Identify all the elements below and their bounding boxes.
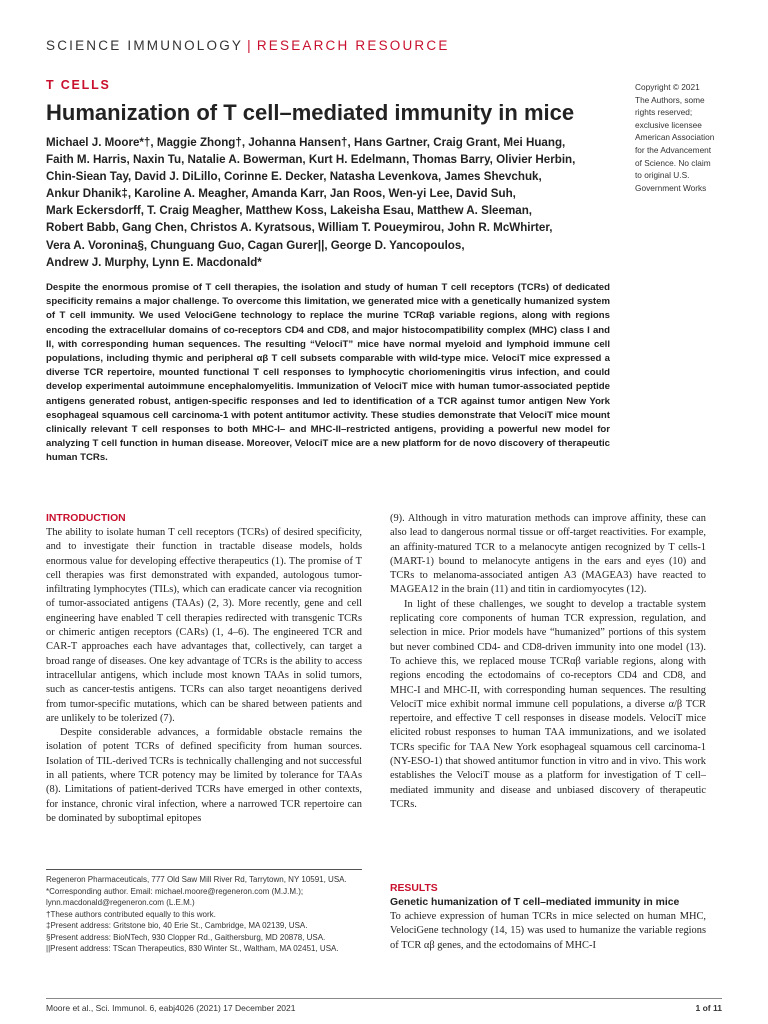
intro-paragraph: Despite considerable advances, a formidable obstacle remains the isolation of potent TCRs of defined specificity from human sources. Isolation of TIL-derived TCRs is technically challenging and not successful in all patients, where TCR potency may be limited by tolerance for TAAs (8). Limitations of patient-derived TCRs have emerged in other contexts, for instance, chronic viral infection, where a narrowed TCR repertoire can be dominated by suboptimal epitopes [46, 727, 362, 824]
intro-paragraph: In light of these challenges, we sought to develop a tractable system replicating core components of human TCR expression, regulation, and selection in mice. Prior models have “humanized” portions of this system but never combined CD4- and CD8-driven immunity into one model (13). To achieve this, we replaced mouse TCRαβ variable regions, along with regions encoding the ectodomains of co-receptors CD4 and CD8, and MHC-I and MHC-II, with corresponding human sequences. The resulting VelociT mice exhibit normal immune cell populations, a diverse α/β TCR repertoire, and effective T cell responses in disease models. VelociT mice elicited robust responses to human TAA immunizations, and we isolated TCRs specific for TAA New York esophageal squamous cell carcinoma-1 (NY-ESO-1) that showed antitumor function in vitro and in vivo. This work establishes the VelociT mouse as a platform for investigation of T cell–mediated immunity and disease and unbiased discovery of therapeutic TCRs. [390, 598, 706, 810]
author-line: Robert Babb, Gang Chen, Christos A. Kyratsous, William T. Poueymirou, John R. McWhirter, [46, 221, 553, 235]
author-line: Vera A. Voronina§, Chunguang Guo, Cagan Gurer||, George D. Yancopoulos, [46, 238, 465, 252]
article-title: Humanization of T cell–mediated immunity in mice [46, 100, 575, 125]
journal-name: SCIENCE IMMUNOLOGY [46, 38, 244, 53]
article-section: RESEARCH RESOURCE [256, 38, 450, 53]
affiliation-line: †These authors contributed equally to this work. [46, 909, 216, 919]
results-section [390, 882, 706, 953]
footer-citation: Moore et al., Sci. Immunol. 6, eabj4026 (2021) 17 December 2021 [46, 1003, 296, 1013]
copyright-notice [635, 81, 745, 194]
affiliations [46, 874, 362, 955]
author-list [46, 134, 606, 271]
page-number: 1 of 11 [695, 1003, 722, 1013]
abstract: Despite the enormous promise of T cell therapies, the isolation and study of human T cell receptors (TCRs) of dedicated specificity remains a major challenge. To overcome this limitation, we generated mice with a genetically humanized system of T cell immunity. We used VelociGene technology to replace the murine TCRαβ variable regions, along with regions encoding the extracellular domains of co-receptors CD4 and CD8, and major histocompatibility complex (MHC) class I and II, with corresponding human sequences. The resulting “VelociT” mice have normal myeloid and lymphoid immune cell populations, including thymic and peripheral αβ T cell subsets comparable with wild-type mice. VelociT mice expressed a diverse TCR repertoire, mounted functional T cell responses to lymphocytic choriomeningitis virus infection, and could develop experimental autoimmune encephalomyelitis. Immunization of VelociT mice with human tumor-associated peptide antigens generated robust, antigen-specific responses and led to identification of a TCR against tumor antigen New York esophageal squamous cell carcinoma-1 with potent antitumor activity. These studies demonstrate that VelociT mice mount clinically relevant T cell responses to both MHC-I– and MHC-II–restricted antigens, providing a powerful new model for analyzing T cell function in human disease. Moreover, VelociT mice are a new platform for de novo discovery of therapeutic human TCRs. [46, 282, 610, 464]
left-column [46, 512, 362, 826]
affiliation-line: §Present address: BioNTech, 930 Clopper Rd., Gaithersburg, MD 20878, USA. [46, 932, 326, 942]
affiliation-divider [46, 869, 362, 870]
corresponding-author: *Corresponding author. Email: michael.moore@regeneron.com (M.J.M.); lynn.macdonald@regeneron.com (L.E.M.) [46, 886, 304, 907]
journal-header [46, 38, 450, 53]
header-separator: | [247, 38, 253, 53]
copyright-line: Government Works [635, 182, 707, 193]
copyright-line: rights reserved; [635, 107, 693, 118]
affiliation-line: ||Present address: TScan Therapeutics, 830 Winter St., Waltham, MA 02451, USA. [46, 944, 339, 953]
author-line: Ankur Dhanik‡, Karoline A. Meagher, Amanda Karr, Jan Roos, Wen-yi Lee, David Suh, [46, 187, 516, 201]
author-line: Faith M. Harris, Naxin Tu, Natalie A. Bowerman, Kurt H. Edelmann, Thomas Barry, Olivier Herbin, [46, 153, 576, 167]
introduction-heading: INTRODUCTION [46, 513, 126, 524]
copyright-line: The Authors, some [635, 94, 705, 105]
copyright-line: to original U.S. [635, 170, 690, 181]
intro-paragraph: The ability to isolate human T cell receptors (TCRs) of desired specificity, and to investigate their function in tractable disease models, holds enormous value for developing effective therapeutics (1). The promise of T cell therapies was first demonstrated with expanded, autologous tumor-infiltrating lymphocytes (TILs), which can eradicate cancer via recognition of tumor-associated antigens (TAAs) (2, 3). More recently, gene and cell engineering have enabled T cell therapies redirected with transgenic TCRs or chimeric antigen receptors (CARs) (1, 4–6). The engineered TCR and CAR-T approaches each have advantages that, collectively, can target a broad range of diseases. One key advantage of TCRs is the ability to access intracellular antigens, which include most known TAAs in solid tumors, such as cancer-testis antigens. TCRs can also target neoantigens derived from tumor-specific mutations, which can be shared between patients and are unlikely to be tolerized (7). [46, 527, 362, 724]
results-subheading: Genetic humanization of T cell–mediated immunity in mice [390, 897, 680, 908]
affiliation-line: Regeneron Pharmaceuticals, 777 Old Saw Mill River Rd, Tarrytown, NY 10591, USA. [46, 875, 347, 884]
intro-paragraph: (9). Although in vitro maturation methods can improve affinity, these can also lead to dangerous normal tissue or off-target reactivities. For example, an affinity-matured TCR to a melanocyte antigen recognized by T cells-1 (MART-1) bound to melanocyte antigens in the ears and eyes (10) and TCRs to melanoma-associated antigen A3 (MAGEA3) have reacted to MAGEA12 in the brain (11) and titin in cardiomyocytes (12). [390, 513, 706, 596]
copyright-line: Copyright © 2021 [635, 82, 700, 92]
copyright-line: of Science. No claim [635, 157, 711, 168]
author-line: Chin-Siean Tay, David J. DiLillo, Corinne E. Decker, Natasha Levenkova, James Shevchuk, [46, 170, 542, 184]
footer-divider [46, 998, 722, 999]
author-line: Andrew J. Murphy, Lynn E. Macdonald* [46, 255, 262, 269]
topic-label: T CELLS [46, 78, 111, 92]
affiliation-line: ‡Present address: Gritstone bio, 40 Erie St., Cambridge, MA 02139, USA. [46, 921, 308, 930]
right-column [390, 512, 706, 812]
author-line: Michael J. Moore*†, Maggie Zhong†, Johanna Hansen†, Hans Gartner, Craig Grant, Mei Huang, [46, 136, 566, 149]
results-paragraph: To achieve expression of human TCRs in mice selected on human MHC, VelociGene technology (14, 15) was used to humanize the variable regions of TCR αβ genes, and the ectodomains of MHC-I [390, 911, 706, 951]
results-heading: RESULTS [390, 883, 438, 894]
copyright-line: for the Advancement [635, 144, 712, 155]
copyright-line: American Association [635, 132, 715, 143]
copyright-line: exclusive licensee [635, 119, 702, 130]
author-line: Mark Eckersdorff, T. Craig Meagher, Matthew Koss, Lakeisha Esau, Matthew A. Sleeman, [46, 204, 533, 218]
